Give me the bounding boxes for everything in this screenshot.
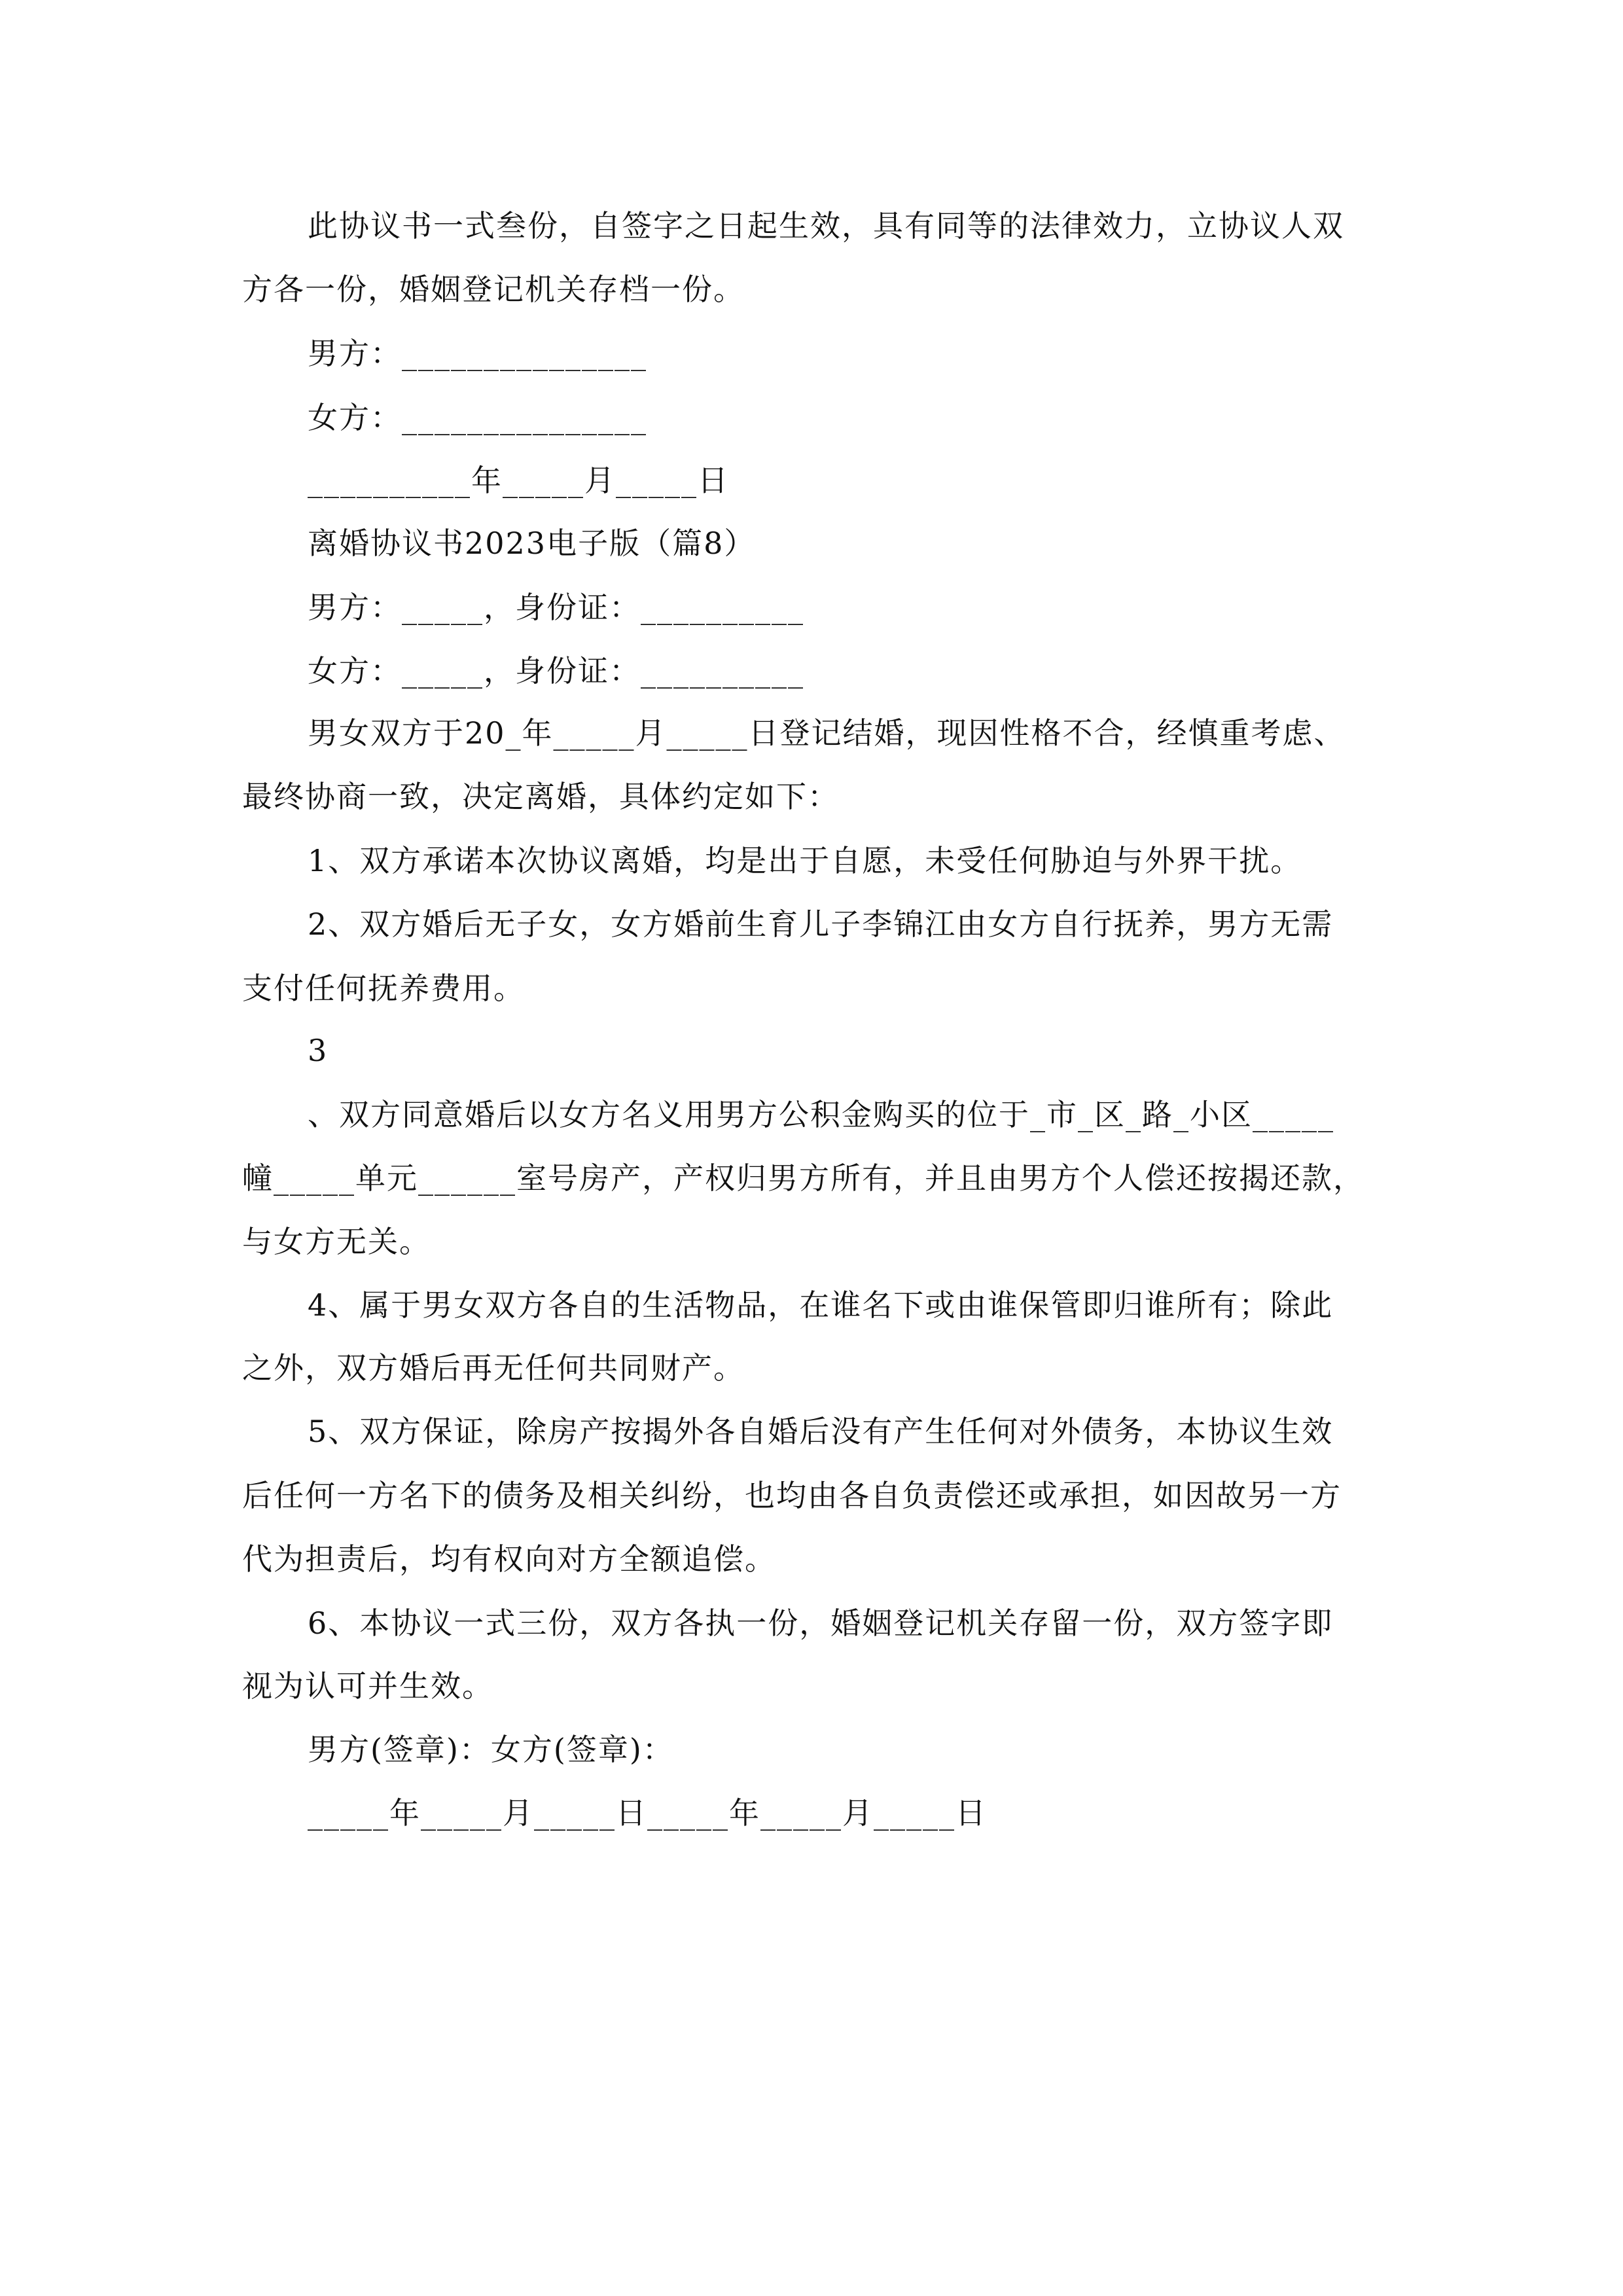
signature-dates: _____年_____月_____日_____年_____月_____日	[308, 1795, 987, 1831]
clause-line: 幢_____单元______室号房产，产权归男方所有，并且由男方个人偿还按揭还款，	[242, 1160, 1364, 1196]
clause-line: 之外，双方婚后再无任何共同财产。	[242, 1350, 745, 1386]
clause-line: 5、双方保证，除房产按揭外各自婚后没有产生任何对外债务，本协议生效	[308, 1414, 1334, 1449]
paragraph-line: 方各一份，婚姻登记机关存档一份。	[242, 272, 745, 307]
clause-line: 6、本协议一式三份，双方各执一份，婚姻登记机关存留一份，双方签字即	[308, 1605, 1334, 1641]
clause-line: 支付任何抚养费用。	[242, 971, 525, 1006]
paragraph-line: 此协议书一式叁份，自签字之日起生效，具有同等的法律效力，立协议人双	[308, 208, 1344, 243]
clause-line: 与女方无关。	[242, 1224, 431, 1259]
date-line: __________年_____月_____日	[308, 463, 729, 498]
clause-line: 后任何一方名下的债务及相关纠纷，也均由各自负责偿还或承担，如因故另一方	[242, 1478, 1342, 1513]
clause-number: 3	[308, 1033, 329, 1068]
clause-line: 代为担责后，均有权向对方全额追偿。	[242, 1541, 776, 1577]
female-signature-line: 女方：_______________	[308, 400, 647, 435]
clause-line: 1、双方承诺本次协议离婚，均是出于自愿，未受任何胁迫与外界干扰。	[308, 843, 1302, 878]
signature-labels: 男方(签章)：女方(签章)：	[308, 1732, 674, 1767]
paragraph-line: 男女双方于20_年_____月_____日登记结婚，现因性格不合，经慎重考虑、	[308, 715, 1346, 751]
clause-line: 、双方同意婚后以女方名义用男方公积金购买的位于_市_区_路_小区_____	[308, 1097, 1334, 1132]
male-id-line: 男方：_____，身份证：__________	[308, 590, 804, 625]
paragraph-line: 最终协商一致，决定离婚，具体约定如下：	[242, 779, 839, 814]
clause-line: 4、属于男女双方各自的生活物品，在谁名下或由谁保管即归谁所有；除此	[308, 1287, 1334, 1323]
section-heading: 离婚协议书2023电子版（篇8）	[308, 526, 756, 561]
female-id-line: 女方：_____，身份证：__________	[308, 653, 804, 689]
clause-line: 视为认可并生效。	[242, 1668, 493, 1704]
male-signature-line: 男方：_______________	[308, 336, 647, 371]
clause-line: 2、双方婚后无子女，女方婚前生育儿子李锦江由女方自行抚养，男方无需	[308, 906, 1334, 942]
